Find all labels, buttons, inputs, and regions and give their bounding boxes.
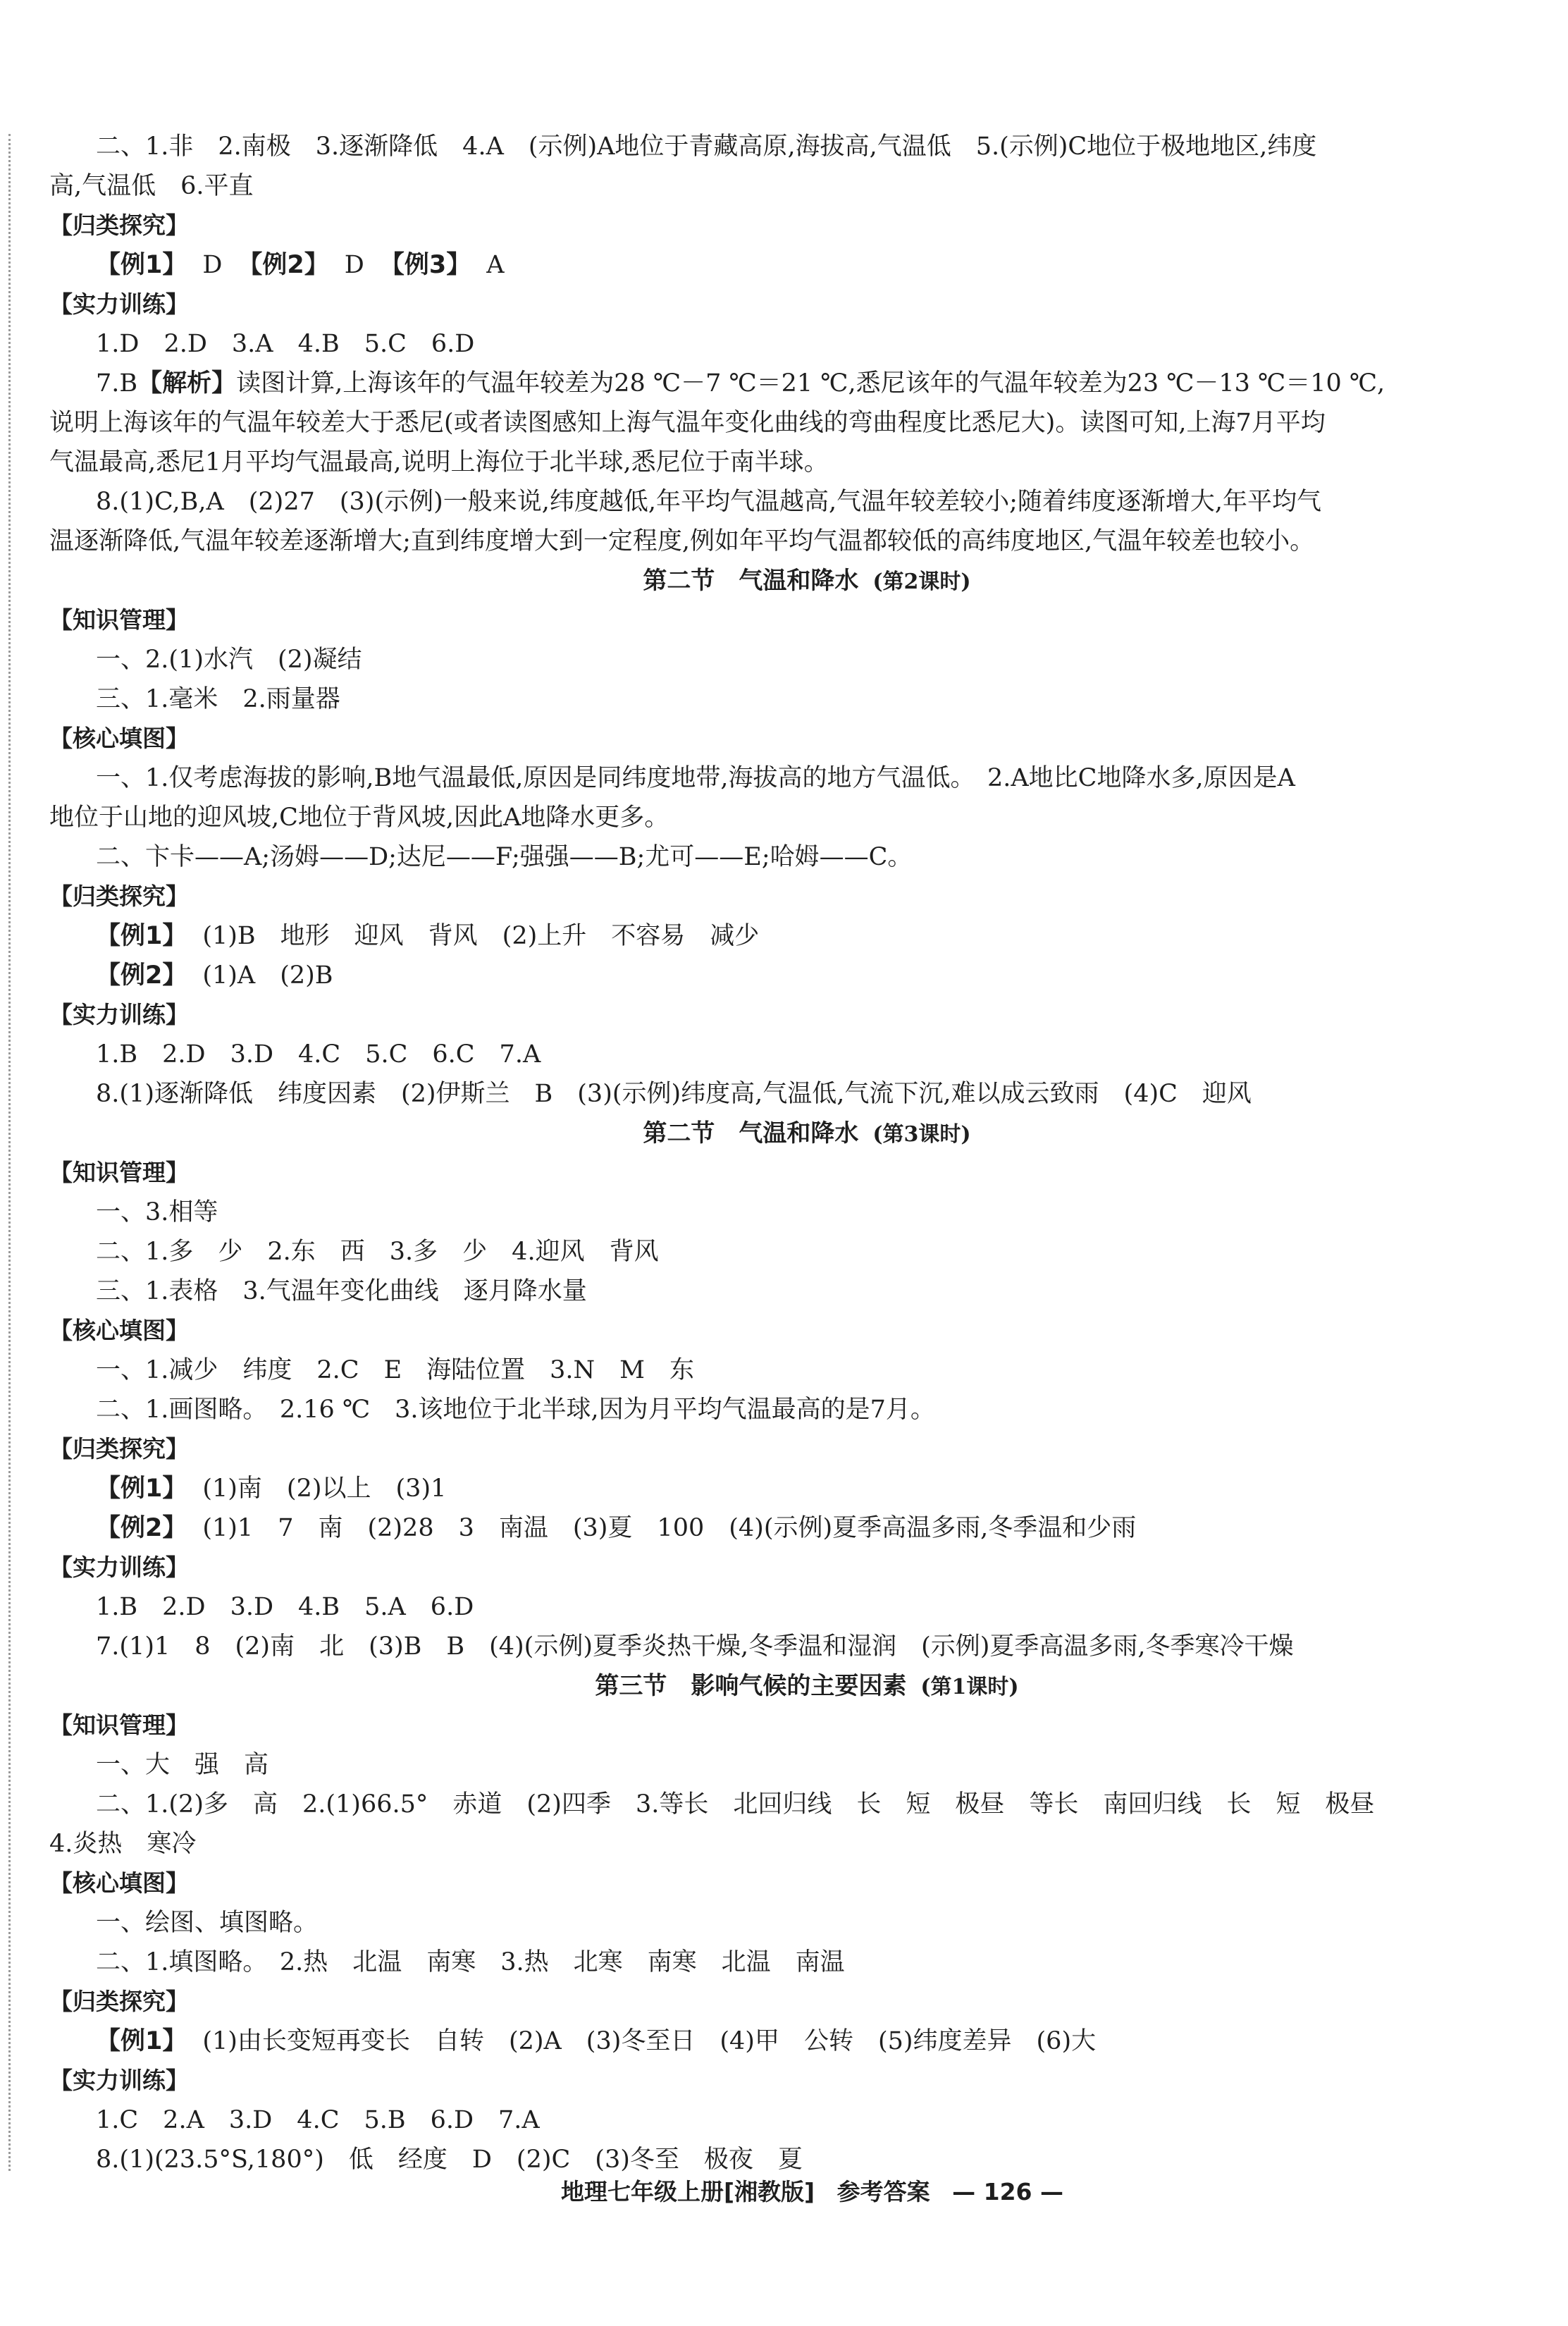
text-line: 一、绘图、填图略。	[96, 1909, 319, 1937]
text-line: 1.D 2.D 3.A 4.B 5.C 6.D	[96, 330, 475, 358]
heading-zhishi: 【知识管理】	[49, 1159, 189, 1186]
text-line: 二、1.(2)多 高 2.(1)66.5° 赤道 (2)四季 3.等长 北回归线 长 短 极昼 等长 南回归线 长 短 极昼	[96, 1790, 1375, 1819]
example-line	[49, 245, 1508, 285]
example-answer: (1)由长变短再变长 自转 (2)A (3)冬至日 (4)甲 公转 (5)纬度差异 (6)大	[202, 2027, 1097, 2055]
example-answer: (1)A (2)B	[202, 961, 333, 990]
heading-hexin: 【核心填图】	[49, 725, 189, 752]
text-line: 二、1.非 2.南极 3.逐渐降低 4.A (示例)A地位于青藏高原,海拔高,气温低 5.(示例)C地位于极地地区,纬度	[96, 133, 1317, 161]
section-title-text: 第三节 影响气候的主要因素	[595, 1672, 907, 1700]
text-line: 二、卞卡——A;汤姆——D;达尼——F;强强——B;尤可——E;哈姆——C。	[96, 843, 913, 871]
text-line: 8.(1)C,B,A (2)27 (3)(示例)一般来说,纬度越低,年平均气温越高,气温年较差较小;随着纬度逐渐增大,年平均气	[96, 488, 1322, 516]
heading-shili: 【实力训练】	[49, 2067, 189, 2094]
section-title	[49, 1114, 1508, 1153]
text-line: 一、3.相等	[96, 1198, 218, 1226]
page-number: — 126 —	[952, 2178, 1064, 2205]
analysis-line	[49, 364, 1508, 403]
section-subtitle: (第3课时)	[872, 1122, 971, 1147]
heading-guilei: 【归类探究】	[49, 1988, 189, 2015]
footer-book-title: 地理七年级上册[湘教版]	[560, 2178, 815, 2205]
example-line	[49, 916, 1508, 956]
page-footer	[0, 2174, 1568, 2210]
text-line: 1.B 2.D 3.D 4.B 5.A 6.D	[96, 1593, 474, 1621]
heading-guilei: 【归类探究】	[49, 1435, 189, 1463]
text-line: 8.(1)逐渐降低 纬度因素 (2)伊斯兰 B (3)(示例)纬度高,气温低,气流下沉,难以成云致雨 (4)C 迎风	[96, 1080, 1252, 1108]
example-line	[49, 1469, 1508, 1508]
text-line: 1.B 2.D 3.D 4.C 5.C 6.C 7.A	[96, 1040, 541, 1069]
footer-section-label: 参考答案	[837, 2178, 930, 2205]
text-line: 一、1.减少 纬度 2.C E 海陆位置 3.N M 东	[96, 1356, 694, 1384]
example-label: 【例2】	[237, 251, 329, 279]
example-answer: (1)南 (2)以上 (3)1	[202, 1475, 447, 1503]
section-title	[49, 1666, 1508, 1706]
example-label: 【例1】	[96, 251, 187, 279]
text-line: 一、2.(1)水汽 (2)凝结	[96, 646, 362, 674]
example-line	[49, 956, 1508, 995]
heading-zhishi: 【知识管理】	[49, 1711, 189, 1739]
text-line: 一、1.仅考虑海拔的影响,B地气温最低,原因是同纬度地带,海拔高的地方气温低。 2.A地比C地降水多,原因是A	[96, 764, 1295, 792]
heading-zhishi: 【知识管理】	[49, 606, 189, 634]
section-subtitle: (第2课时)	[872, 570, 971, 594]
example-label: 【例2】	[96, 1514, 187, 1542]
text-line: 二、1.画图略。 2.16 ℃ 3.该地位于北半球,因为月平均气温最高的是7月。	[96, 1396, 935, 1424]
example-label: 【例3】	[379, 251, 471, 279]
page-content	[49, 127, 1508, 2179]
heading-hexin: 【核心填图】	[49, 1317, 189, 1344]
text-line: 二、1.多 少 2.东 西 3.多 少 4.迎风 背风	[96, 1238, 659, 1266]
heading-shili: 【实力训练】	[49, 1553, 189, 1581]
example-label: 【例1】	[96, 1475, 187, 1503]
section-title	[49, 561, 1508, 601]
text-line: 二、1.填图略。 2.热 北温 南寒 3.热 北寒 南寒 北温 南温	[96, 1948, 845, 1976]
question-number: 7.B	[96, 369, 138, 398]
text-line: 气温最高,悉尼1月平均气温最高,说明上海位于北半球,悉尼位于南半球。	[49, 448, 829, 476]
text-line: 一、大 强 高	[96, 1751, 269, 1779]
heading-shili: 【实力训练】	[49, 1001, 189, 1028]
text-line: 三、1.表格 3.气温年变化曲线 逐月降水量	[96, 1277, 587, 1305]
text-line: 7.(1)1 8 (2)南 北 (3)B B (4)(示例)夏季炎热干燥,冬季温和湿润 (示例)夏季高温多雨,冬季寒冷干燥	[96, 1632, 1294, 1661]
heading-guilei: 【归类探究】	[49, 211, 189, 239]
text-line: 说明上海该年的气温年较差大于悉尼(或者读图感知上海气温年变化曲线的弯曲程度比悉尼大)。读图可知,上海7月平均	[49, 409, 1326, 437]
text-line: 1.C 2.A 3.D 4.C 5.B 6.D 7.A	[96, 2106, 540, 2134]
example-answer: (1)B 地形 迎风 背风 (2)上升 不容易 减少	[202, 922, 760, 950]
section-title-text: 第二节 气温和降水	[643, 1119, 859, 1147]
example-label: 【例2】	[96, 961, 187, 990]
heading-shili: 【实力训练】	[49, 290, 189, 318]
analysis-text: 读图计算,上海该年的气温年较差为28 ℃－7 ℃＝21 ℃,悉尼该年的气温年较差为23 ℃－13 ℃＝10 ℃,	[236, 369, 1385, 398]
example-answer: D	[202, 251, 223, 279]
example-answer: D	[344, 251, 364, 279]
text-line: 三、1.毫米 2.雨量器	[96, 685, 340, 713]
heading-hexin: 【核心填图】	[49, 1869, 189, 1897]
text-line: 4.炎热 寒冷	[49, 1830, 197, 1858]
example-answer: (1)1 7 南 (2)28 3 南温 (3)夏 100 (4)(示例)夏季高温多雨,冬季温和少雨	[202, 1514, 1137, 1542]
analysis-label: 【解析】	[137, 369, 237, 398]
text-line: 高,气温低 6.平直	[49, 172, 254, 200]
text-line: 地位于山地的迎风坡,C地位于背风坡,因此A地降水更多。	[49, 804, 669, 832]
example-line	[49, 2022, 1508, 2061]
example-line	[49, 1508, 1508, 1548]
section-subtitle: (第1课时)	[920, 1675, 1019, 1699]
heading-guilei: 【归类探究】	[49, 882, 189, 910]
example-answer: A	[486, 251, 505, 279]
text-line: 8.(1)(23.5°S,180°) 低 经度 D (2)C (3)冬至 极夜 夏	[96, 2146, 803, 2174]
text-line: 温逐渐降低,气温年较差逐渐增大;直到纬度增大到一定程度,例如年平均气温都较低的高纬度地区,气温年较差也较小。	[49, 527, 1315, 555]
section-title-text: 第二节 气温和降水	[643, 567, 859, 595]
example-label: 【例1】	[96, 2027, 187, 2055]
example-label: 【例1】	[96, 922, 187, 950]
binding-margin-rule	[8, 134, 11, 2171]
